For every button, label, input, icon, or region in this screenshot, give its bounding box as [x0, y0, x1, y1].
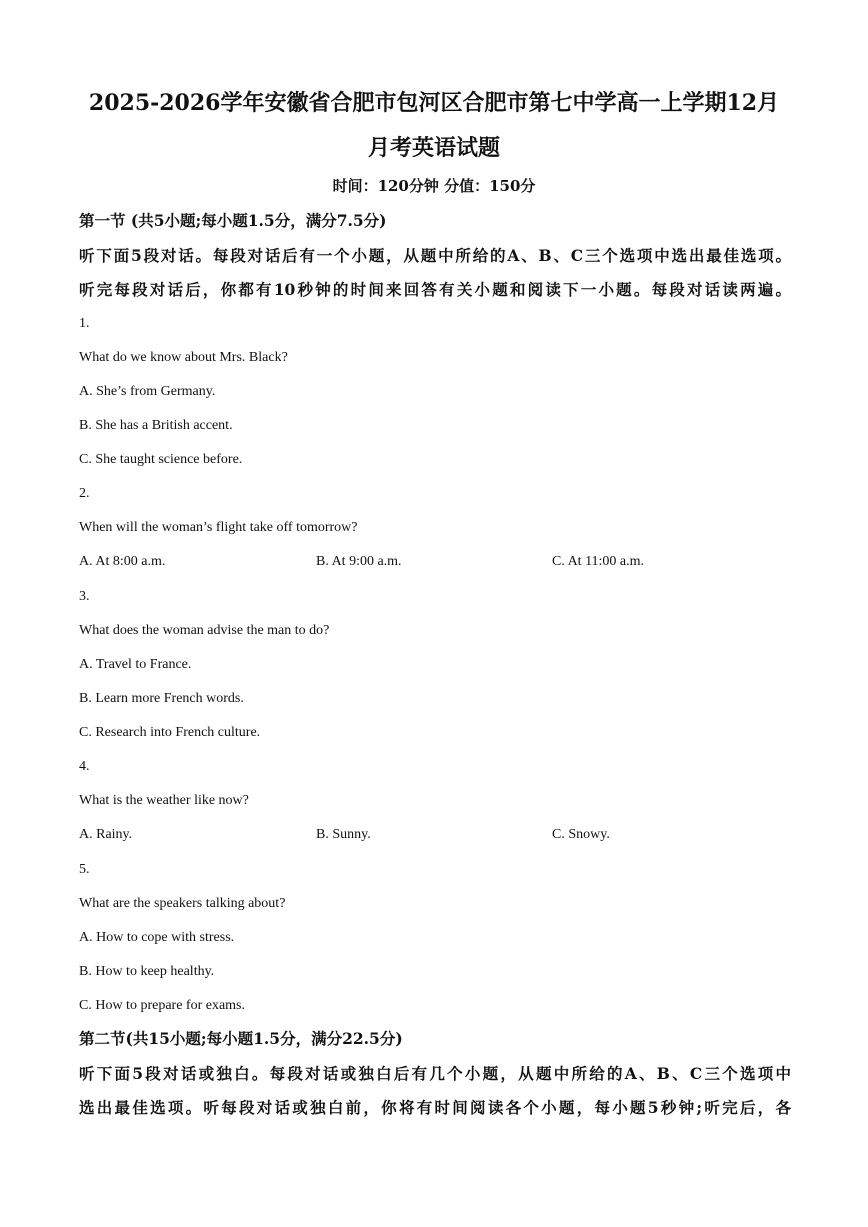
question-2-option-a: A. At 8:00 a.m.: [79, 554, 166, 569]
question-4-option-b: B. Sunny.: [316, 827, 371, 842]
exam-title-line-2: 月考英语试题: [367, 135, 500, 161]
section1-header: 第一节 (共5小题;每小题1.5分，满分7.5分): [79, 211, 387, 230]
question-1-number: 1.: [79, 316, 90, 331]
section2-header: 第二节(共15小题;每小题1.5分，满分22.5分): [79, 1029, 403, 1048]
exam-time-score: 时间：120分钟 分值：150分: [332, 177, 536, 195]
section1-instruction-line-1: 听下面5段对话。每段对话后有一个小题，从题中所给的A、B、C三个选项中选出最佳选项。: [79, 246, 791, 265]
question-1-option-c: C. She taught science before.: [79, 452, 243, 467]
question-4-option-a: A. Rainy.: [79, 827, 133, 842]
question-2-option-c: C. At 11:00 a.m.: [552, 554, 645, 569]
question-4-stem: What is the weather like now?: [79, 793, 249, 808]
question-1-stem: What do we know about Mrs. Black?: [79, 350, 288, 365]
question-3-option-c: C. Research into French culture.: [79, 725, 261, 740]
question-3-option-a: A. Travel to France.: [79, 657, 192, 672]
question-5-option-b: B. How to keep healthy.: [79, 964, 215, 979]
question-3-stem: What does the woman advise the man to do?: [79, 623, 330, 638]
question-5-stem: What are the speakers talking about?: [79, 896, 286, 911]
question-2-options-row: [0, 552, 868, 572]
exam-title-line-1: 2025-2026学年安徽省合肥市包河区合肥市第七中学高一上学期12月: [88, 90, 780, 116]
question-3-number: 3.: [79, 589, 90, 604]
question-1-option-a: A. She’s from Germany.: [79, 384, 216, 399]
question-5-number: 5.: [79, 862, 90, 877]
question-4-option-c: C. Snowy.: [552, 827, 610, 842]
question-4-options-row: [0, 825, 868, 845]
question-4-number: 4.: [79, 759, 90, 774]
section2-instruction-line-1: 听下面5段对话或独白。每段对话或独白后有几个小题，从题中所给的A、B、C三个选项中: [79, 1064, 791, 1083]
question-5-option-a: A. How to cope with stress.: [79, 930, 235, 945]
question-2-option-b: B. At 9:00 a.m.: [316, 554, 402, 569]
section1-instruction-line-2: 听完每段对话后，你都有10秒钟的时间来回答有关小题和阅读下一小题。每段对话读两遍。: [79, 280, 791, 299]
question-3-option-b: B. Learn more French words.: [79, 691, 244, 706]
question-2-number: 2.: [79, 486, 90, 501]
question-1-option-b: B. She has a British accent.: [79, 418, 233, 433]
question-2-stem: When will the woman’s flight take off tomorrow?: [79, 520, 358, 535]
section2-instruction-line-2: 选出最佳选项。听每段对话或独白前，你将有时间阅读各个小题，每小题5秒钟;听完后，各: [79, 1098, 791, 1117]
question-5-option-c: C. How to prepare for exams.: [79, 998, 246, 1013]
